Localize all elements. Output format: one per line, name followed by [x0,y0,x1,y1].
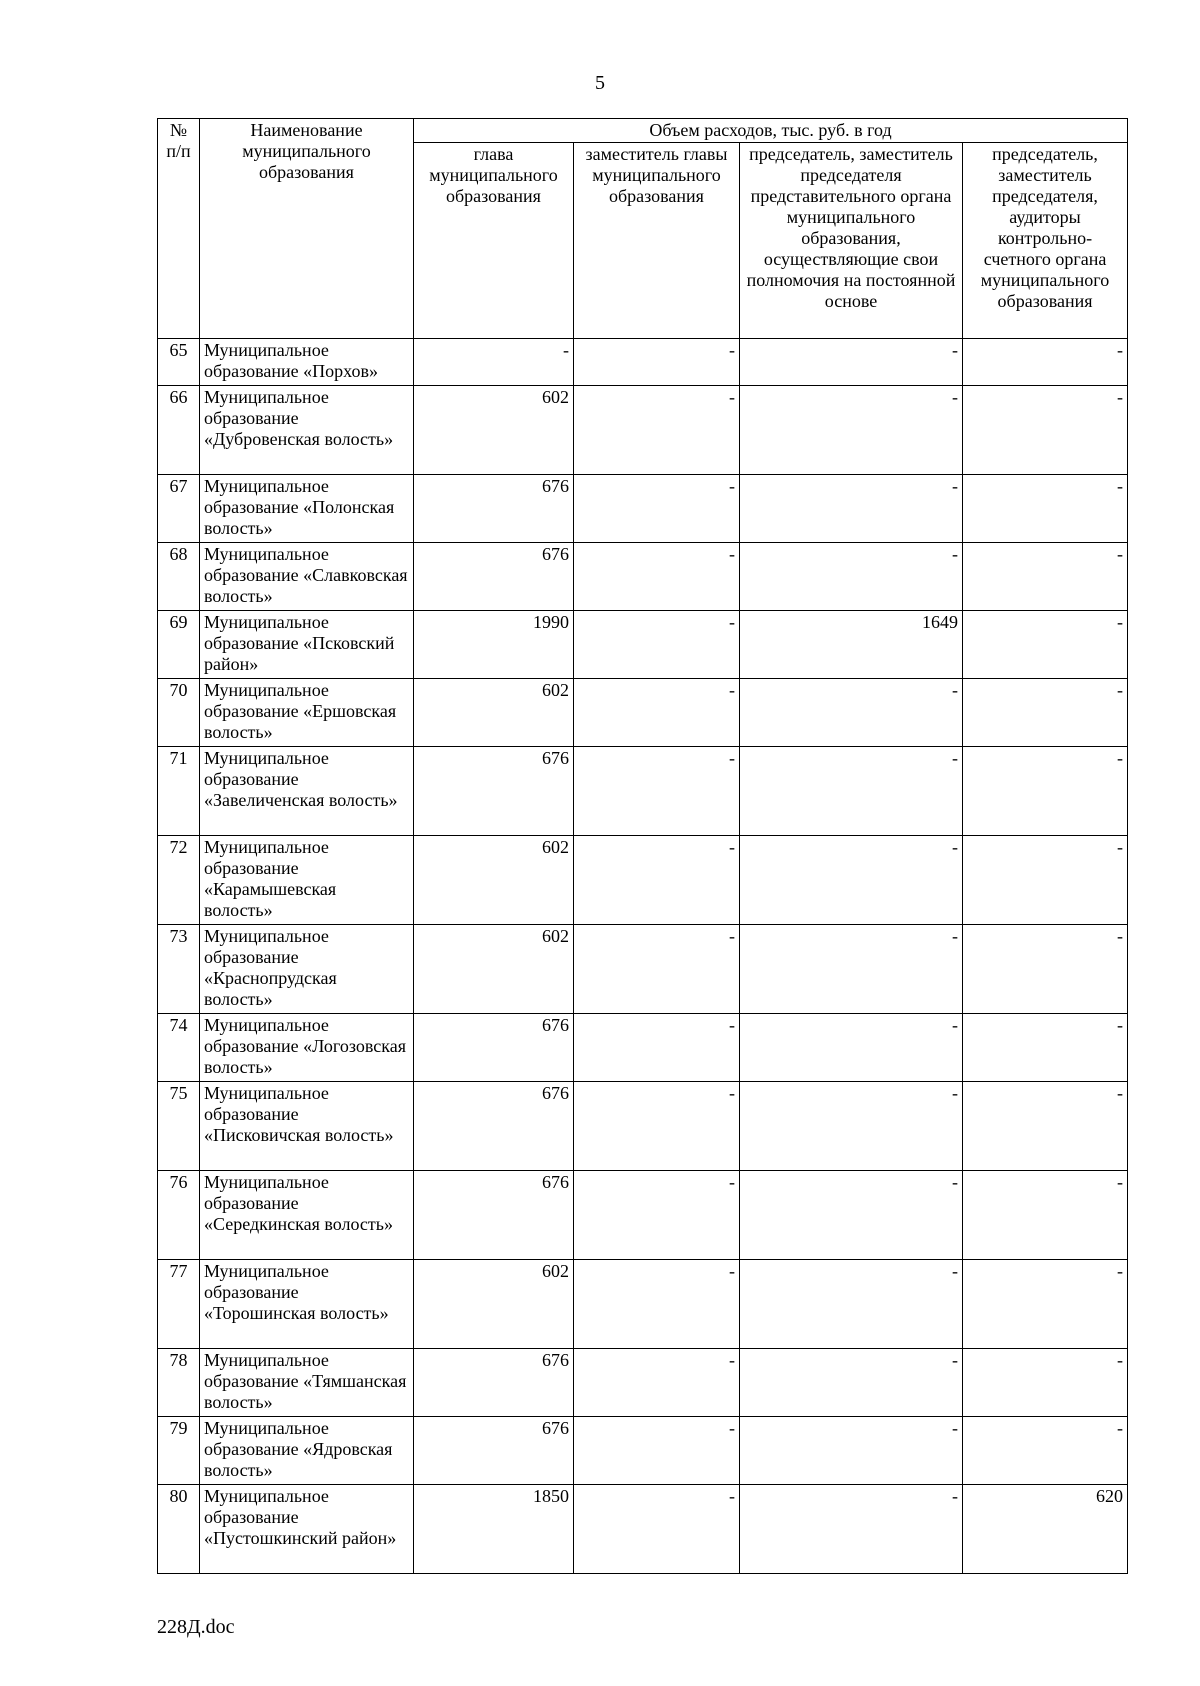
row-value-deputy: - [574,1171,740,1260]
row-value-council: - [740,1082,963,1171]
header-num: № п/п [158,119,200,339]
row-value-audit: - [963,339,1128,386]
row-number: 78 [158,1349,200,1417]
row-number: 66 [158,386,200,475]
row-value-audit: - [963,925,1128,1014]
row-value-audit: - [963,1260,1128,1349]
row-value-audit: - [963,679,1128,747]
row-number: 76 [158,1171,200,1260]
row-value-council: - [740,543,963,611]
row-number: 69 [158,611,200,679]
row-name: Муниципальное образование «Краснопрудская волость» [200,925,414,1014]
header-col1: глава муниципального образования [414,143,574,339]
row-value-audit: - [963,1349,1128,1417]
row-number: 68 [158,543,200,611]
table-row [158,611,1128,679]
row-name: Муниципальное образование «Дубровенская волость» [200,386,414,475]
row-number: 80 [158,1485,200,1574]
table-row [158,386,1128,475]
row-value-deputy: - [574,1082,740,1171]
table-body [158,339,1128,1574]
row-value-deputy: - [574,611,740,679]
header-name: Наименование муниципального образования [200,119,414,339]
row-name: Муниципальное образование «Полонская волость» [200,475,414,543]
row-name: Муниципальное образование «Пустошкинский район» [200,1485,414,1574]
row-name: Муниципальное образование «Ершовская волость» [200,679,414,747]
row-number: 73 [158,925,200,1014]
row-value-council: - [740,1014,963,1082]
row-value-deputy: - [574,747,740,836]
table-row [158,543,1128,611]
row-value-head: 676 [414,543,574,611]
row-value-deputy: - [574,1014,740,1082]
table-row [158,1349,1128,1417]
row-number: 67 [158,475,200,543]
row-number: 77 [158,1260,200,1349]
table-row [158,679,1128,747]
expenses-table-container [157,118,1128,1574]
row-name: Муниципальное образование «Псковский район» [200,611,414,679]
row-name: Муниципальное образование «Ядровская волость» [200,1417,414,1485]
table-row [158,475,1128,543]
row-value-council: - [740,1485,963,1574]
row-value-head: 602 [414,386,574,475]
table-row [158,339,1128,386]
row-name: Муниципальное образование «Середкинская волость» [200,1171,414,1260]
row-number: 72 [158,836,200,925]
row-value-council: - [740,1417,963,1485]
row-number: 79 [158,1417,200,1485]
row-number: 75 [158,1082,200,1171]
table-row [158,1417,1128,1485]
row-value-head: 676 [414,747,574,836]
row-value-head: 602 [414,836,574,925]
row-value-deputy: - [574,1485,740,1574]
row-value-audit: 620 [963,1485,1128,1574]
header-col4: председатель, заместитель председателя, аудиторы контрольно-счетного органа муниципального образования [963,143,1128,339]
row-value-council: - [740,679,963,747]
row-value-audit: - [963,836,1128,925]
row-value-audit: - [963,1082,1128,1171]
row-value-audit: - [963,475,1128,543]
row-number: 65 [158,339,200,386]
row-name: Муниципальное образование «Тямшанская волость» [200,1349,414,1417]
row-name: Муниципальное образование «Логозовская волость» [200,1014,414,1082]
row-value-head: 676 [414,1082,574,1171]
row-value-head: 602 [414,679,574,747]
row-name: Муниципальное образование «Порхов» [200,339,414,386]
row-value-deputy: - [574,836,740,925]
row-value-council: - [740,475,963,543]
row-value-council: - [740,1171,963,1260]
row-value-audit: - [963,1171,1128,1260]
row-value-deputy: - [574,925,740,1014]
table-row [158,1171,1128,1260]
row-name: Муниципальное образование «Торошинская волость» [200,1260,414,1349]
row-value-audit: - [963,543,1128,611]
row-value-deputy: - [574,679,740,747]
row-value-council: 1649 [740,611,963,679]
expenses-table [157,118,1128,1574]
row-value-head: 1850 [414,1485,574,1574]
row-value-audit: - [963,386,1128,475]
row-value-council: - [740,925,963,1014]
row-value-head: 676 [414,1417,574,1485]
header-row-top [158,119,1128,143]
row-number: 71 [158,747,200,836]
row-name: Муниципальное образование «Карамышевская волость» [200,836,414,925]
page-number: 5 [595,72,605,94]
row-name: Муниципальное образование «Завеличенская волость» [200,747,414,836]
row-value-head: 602 [414,1260,574,1349]
row-value-deputy: - [574,1260,740,1349]
row-value-deputy: - [574,475,740,543]
row-value-audit: - [963,611,1128,679]
row-value-council: - [740,1349,963,1417]
table-row [158,747,1128,836]
row-value-deputy: - [574,339,740,386]
row-value-audit: - [963,747,1128,836]
table-row [158,925,1128,1014]
row-value-head: 676 [414,1349,574,1417]
table-row [158,1082,1128,1171]
row-value-head: 676 [414,1014,574,1082]
row-value-deputy: - [574,543,740,611]
row-value-council: - [740,339,963,386]
row-value-deputy: - [574,1417,740,1485]
header-col3: председатель, заместитель председателя представительного органа муниципального образования, осуществляющие свои полномочия на постоянной основе [740,143,963,339]
row-value-head: - [414,339,574,386]
row-value-council: - [740,1260,963,1349]
row-name: Муниципальное образование «Писковичская волость» [200,1082,414,1171]
row-number: 74 [158,1014,200,1082]
row-value-council: - [740,747,963,836]
row-value-council: - [740,386,963,475]
header-group: Объем расходов, тыс. руб. в год [414,119,1128,143]
row-value-head: 676 [414,475,574,543]
row-value-head: 602 [414,925,574,1014]
table-row [158,1014,1128,1082]
row-value-audit: - [963,1014,1128,1082]
table-row [158,1485,1128,1574]
row-value-council: - [740,836,963,925]
row-value-head: 676 [414,1171,574,1260]
row-value-deputy: - [574,386,740,475]
header-col2: заместитель главы муниципального образования [574,143,740,339]
row-value-deputy: - [574,1349,740,1417]
table-row [158,836,1128,925]
row-number: 70 [158,679,200,747]
footer-filename: 228Д.doc [157,1616,235,1638]
row-value-audit: - [963,1417,1128,1485]
row-value-head: 1990 [414,611,574,679]
row-name: Муниципальное образование «Славковская волость» [200,543,414,611]
table-row [158,1260,1128,1349]
